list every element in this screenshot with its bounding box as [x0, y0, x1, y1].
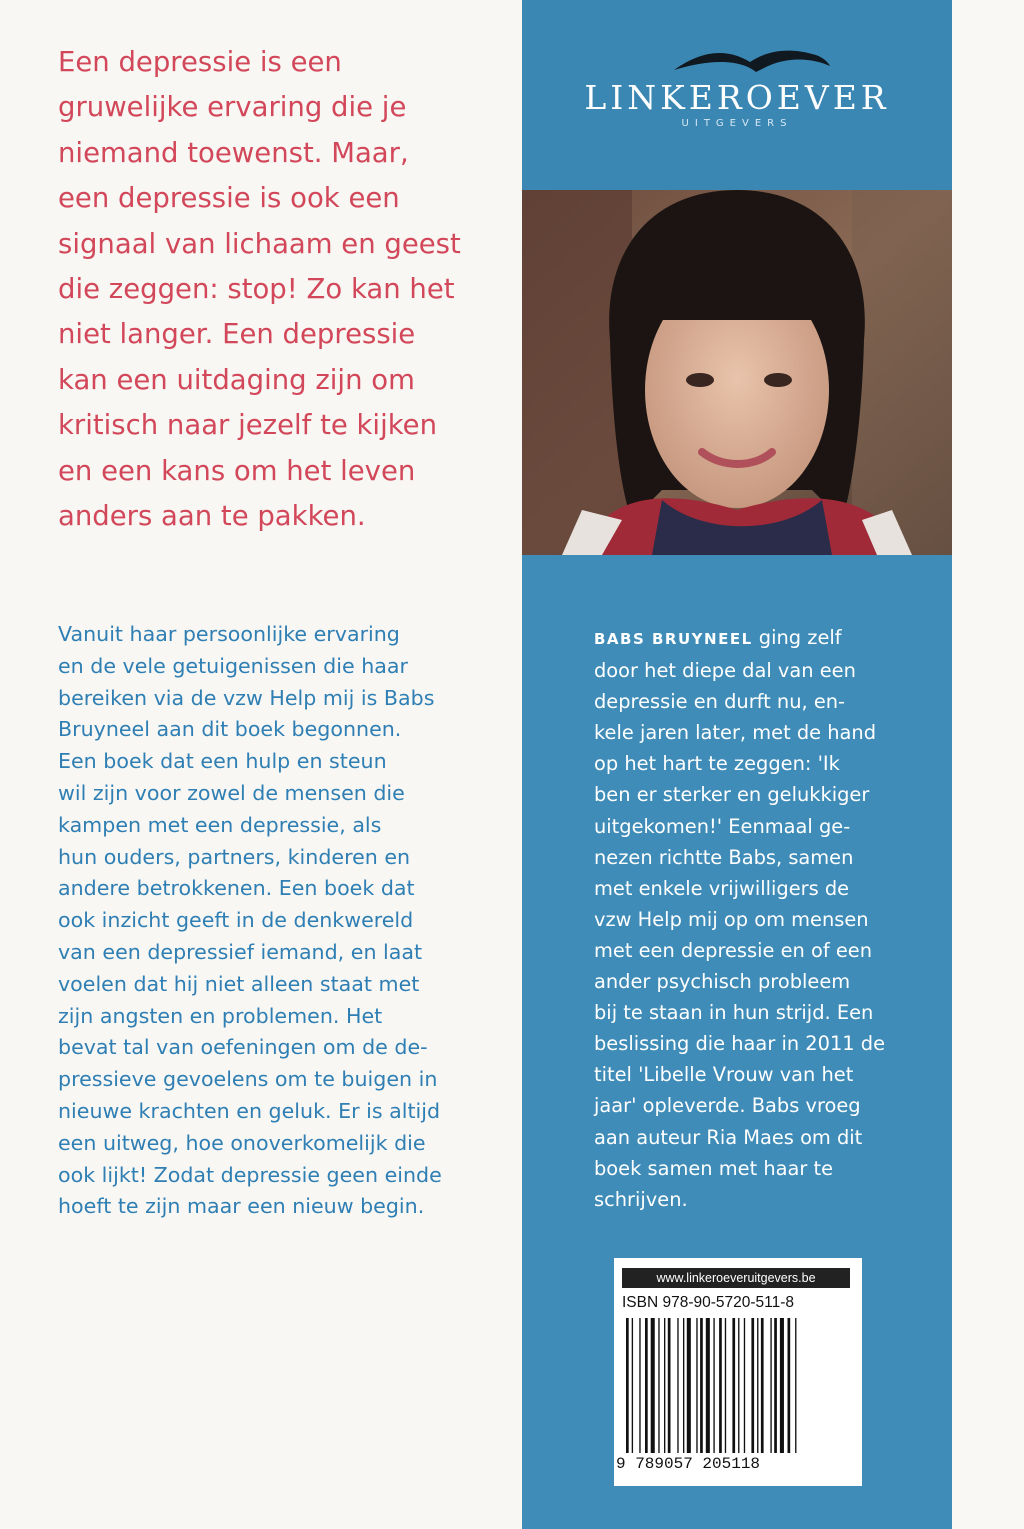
quote-line: Een depressie is een — [58, 46, 342, 78]
quote-line: kan een uitdaging zijn om — [58, 363, 415, 396]
blurb-line: zijn angsten en problemen. Het — [58, 1003, 383, 1028]
blurb-line: Bruyneel aan dit boek begonnen. — [58, 717, 402, 742]
quote-line: een depressie is ook een — [58, 182, 400, 215]
blurb-line: hoeft te zijn maar een nieuw begin. — [58, 1194, 425, 1219]
seagull-logo-icon — [672, 40, 832, 80]
bio-line: boek samen met haar te — [594, 1156, 834, 1180]
blurb-line: ook lijkt! Zodat depressie geen einde — [58, 1162, 442, 1187]
quote-line: die zeggen: stop! Zo kan het — [58, 273, 455, 306]
publisher-logo-name: LINKEROEVER — [584, 78, 890, 117]
bio-line: uitgekomen!' Eenmaal ge- — [594, 814, 851, 838]
bio-line: titel 'Libelle Vrouw van het — [594, 1063, 854, 1087]
publisher-logo-subtitle: UITGEVERS — [681, 118, 793, 129]
quote-line: niet langer. Een depressie — [58, 318, 416, 351]
quote-line: anders aan te pakken. — [58, 500, 366, 533]
bio-line — [594, 622, 934, 655]
blurb-line: nieuwe krachten en geluk. Er is altijd — [58, 1098, 441, 1123]
author-bio — [594, 622, 934, 1215]
bio-line: beslissing die haar in 2011 de — [594, 1032, 886, 1056]
quote-line: kritisch naar jezelf te kijken — [58, 409, 438, 442]
bio-line: met enkele vrijwilligers de — [594, 876, 850, 900]
bio-line: door het diepe dal van een — [594, 659, 856, 683]
isbn-number: ISBN 978-90-5720-511-8 — [622, 1294, 795, 1311]
quote-line: signaal van lichaam en geest — [58, 227, 461, 260]
bio-line: op het hart te zeggen: 'Ik — [594, 752, 840, 776]
blurb-line: ook inzicht geeft in de denkwereld — [58, 908, 414, 933]
bio-line: depressie en durft nu, en- — [594, 690, 846, 714]
author-name: BABS BRUYNEEL — [594, 630, 753, 648]
bio-line: kele jaren later, met de hand — [594, 721, 877, 745]
bio-line: vzw Help mij op om mensen — [594, 907, 869, 931]
bio-line: ben er sterker en gelukkiger — [594, 783, 870, 807]
quote-line: en een kans om het leven — [58, 454, 416, 487]
bio-line: ander psychisch probleem — [594, 970, 851, 994]
bio-line: aan auteur Ria Maes om dit — [594, 1125, 863, 1149]
blurb-line: voelen dat hij niet alleen staat met — [58, 971, 420, 996]
bio-line: schrijven. — [594, 1187, 688, 1211]
bio-line: met een depressie en of een — [594, 938, 872, 962]
blurb-line: hun ouders, partners, kinderen en — [58, 844, 411, 869]
blurb-line: Vanuit haar persoonlijke ervaring — [58, 622, 400, 646]
blurb-line: Een boek dat een hulp en steun — [58, 749, 387, 774]
publisher-band — [522, 0, 952, 190]
isbn-barcode-box — [614, 1258, 862, 1486]
bio-line: nezen richtte Babs, samen — [594, 845, 854, 869]
author-photo — [522, 190, 952, 555]
back-cover-right-panel — [522, 0, 952, 1529]
blurb-line: en de vele getuigenissen die haar — [58, 653, 408, 678]
blurb-line: kampen met een depressie, als — [58, 812, 382, 837]
blurb-line: bevat tal van oefeningen om de de- — [58, 1035, 428, 1060]
blurb-text — [58, 619, 510, 1223]
author-portrait-image — [522, 190, 952, 555]
quote-line: niemand toewenst. Maar, — [58, 136, 409, 169]
blurb-line: andere betrokkenen. Een boek dat — [58, 876, 415, 901]
blurb-line: pressieve gevoelens om te buigen in — [58, 1067, 438, 1092]
blurb-line: van een depressief iemand, en laat — [58, 939, 423, 964]
barcode-digits: 9 789057 205118 — [616, 1455, 761, 1473]
cover-edge — [952, 0, 1024, 1529]
barcode-bars — [622, 1318, 852, 1453]
quote-line: gruwelijke ervaring die je — [58, 91, 407, 124]
bio-line: jaar' opleverde. Babs vroeg — [594, 1094, 861, 1118]
bio-line: bij te staan in hun strijd. Een — [594, 1001, 874, 1025]
blurb-line: een uitweg, hoe onoverkomelijk die — [58, 1130, 426, 1155]
blurb-line: wil zijn voor zowel de mensen die — [58, 780, 405, 805]
pull-quote — [58, 40, 508, 539]
publisher-url: www.linkeroeveruitgevers.be — [622, 1268, 850, 1288]
bio-first-line-rest: ging zelf — [752, 626, 842, 649]
blurb-line: bereiken via de vzw Help mij is Babs — [58, 685, 435, 710]
